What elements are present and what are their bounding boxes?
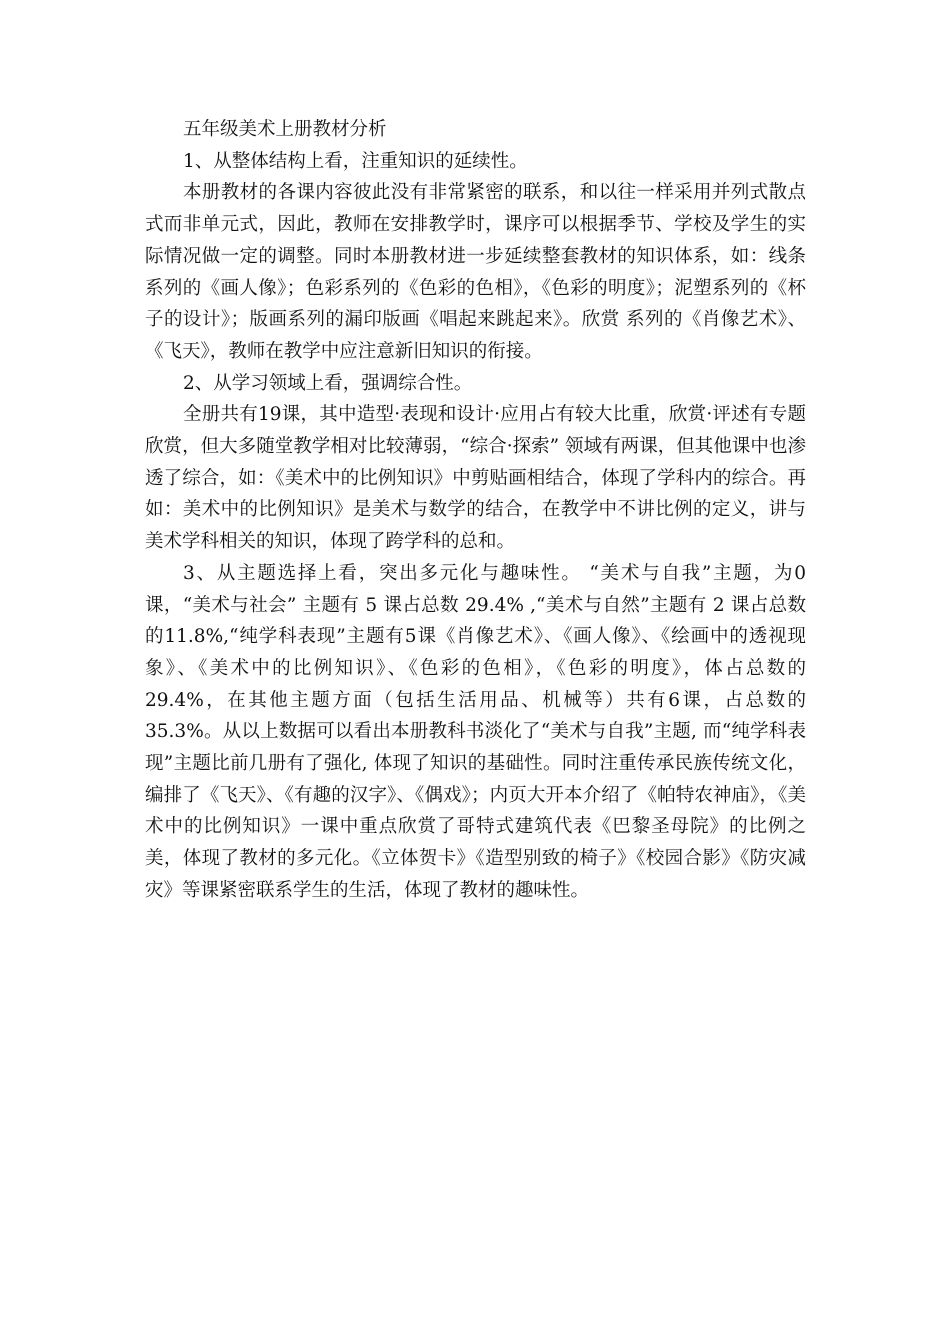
section-heading-1: 1、从整体结构上看，注重知识的延续性。 <box>183 150 528 172</box>
section-heading-2: 2、从学习领域上看，强调综合性。 <box>183 372 473 394</box>
body-paragraph-1: 本册教材的各课内容彼此没有非常紧密的联系，和以往一样采用并列式散点式而非单元式，因此，教师在安排教学时，课序可以根据季节、学校及学生的实际情况做一定的调整。同时本册教材进一步延续整套教材的知识体系，如：线条系列的《画人像》；色彩系列的《色彩的色相》，《色彩的明度》；泥塑系列的《杯子的设计》；版画系列的漏印版画《唱起来跳起来》。欣赏 系列的《肖像艺术》、《飞天》，教师在教学中应注意新旧知识的衔接。 <box>145 182 806 362</box>
body-paragraph-2: 全册共有19课，其中造型·表现和设计·应用占有较大比重，欣赏·评述有专题欣赏，但大多随堂教学相对比较薄弱，“综合·探索” 领域有两课，但其他课中也渗透了综合，如：《美术中的比例知识》中剪贴画相结合，体现了学科内的综合。再如：美术中的比例知识》是美术与数学的结合，在教学中不讲比例的定义，讲与美术学科相关的知识，体现了跨学科的总和。 <box>145 404 806 553</box>
document-body <box>145 114 806 907</box>
document-title: 五年级美术上册教材分析 <box>183 119 387 140</box>
body-paragraph-3: 3、从主题选择上看，突出多元化与趣味性。 “美术与自我”主题，为0课，“美术与社会” 主题有 5 课占总数 29.4% ,“美术与自然”主题有 2 课占总数的11.8%,“纯学科表现”主题有5课《肖像艺术》、《画人像》、《绘画中的透视现象》、《美术中的比例知识》、《色彩的色相》，《色彩的明度》，体占总数的 29.4%，在其他主题方面（包括生活用品、机械等）共有6课，占总数的35.3%。从以上数据可以看出本册教科书淡化了“美术与自我”主题, 而“纯学科表现”主题比前几册有了强化, 体现了知识的基础性。同时注重传承民族传统文化，编排了《飞天》、《有趣的汉字》、《偶戏》；内页大开本介绍了《帕特农神庙》，《美术中的比例知识》一课中重点欣赏了哥特式建筑代表《巴黎圣母院》的比例之美，体现了教材的多元化。《立体贺卡》《造型别致的椅子》《校园合影》《防灾减灾》等课紧密联系学生的生活，体现了教材的趣味性。 <box>145 562 806 901</box>
